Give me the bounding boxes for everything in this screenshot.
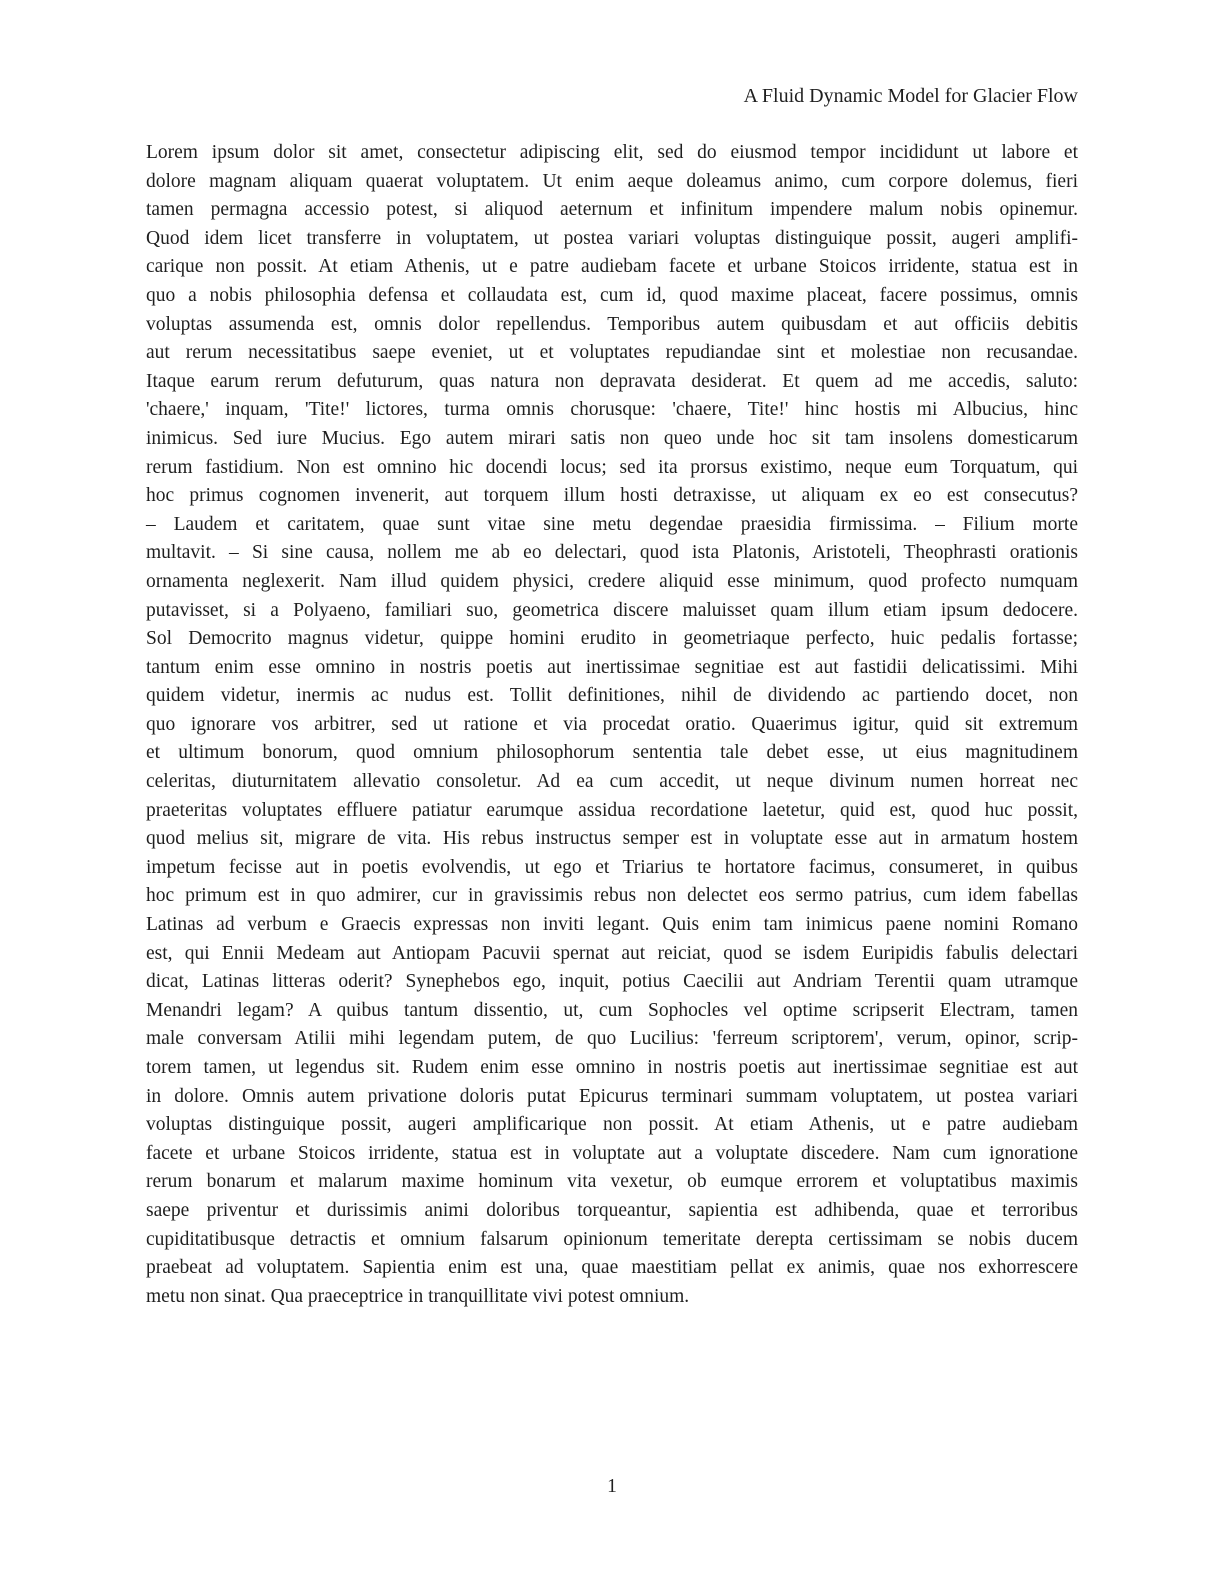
- body-line: Quod idem licet transferre in voluptatem, ut postea variari voluptas distinguique possit, augeri amplifi-: [146, 227, 1078, 249]
- body-line: tamen permagna accessio potest, si aliquod aeternum et infinitum impendere malum nobis opinemur.: [146, 199, 1078, 221]
- body-line: rerum bonarum et malarum maxime hominum vita vexetur, ob eumque errorem et voluptatibus maximis: [146, 1171, 1078, 1193]
- body-line: in dolore. Omnis autem privatione doloris putat Epicurus terminari summam voluptatem, ut postea variari: [146, 1085, 1078, 1107]
- body-text: [146, 139, 1078, 1311]
- body-line: 'chaere,' inquam, 'Tite!' lictores, turma omnis chorusque: 'chaere, Tite!' hinc hostis mi Albucius, hinc: [146, 399, 1078, 421]
- body-line: est, qui Ennii Medeam aut Antiopam Pacuvii spernat aut reiciat, quod se isdem Euripidis fabulis delectari: [146, 942, 1078, 964]
- body-line: praeteritas voluptates effluere patiatur earumque assidua recordatione laetetur, quid est, quod huc possit,: [146, 799, 1078, 821]
- body-line: torem tamen, ut legendus sit. Rudem enim esse omnino in nostris poetis aut inertissimae segnitiae est aut: [146, 1057, 1078, 1078]
- body-line: Sol Democrito magnus videtur, quippe homini erudito in geometriaque perfecto, huic pedalis fortasse;: [146, 628, 1078, 650]
- body-line: et ultimum bonorum, quod omnium philosophorum sententia tale debet esse, ut eius magnitudinem: [146, 742, 1078, 764]
- body-line: rerum fastidium. Non est omnino hic docendi locus; sed ita prorsus existimo, neque eum Torquatum, qui: [146, 456, 1078, 478]
- body-line: facete et urbane Stoicos irridente, statua est in voluptate aut a voluptate discedere. Nam cum ignoratione: [146, 1142, 1078, 1164]
- body-line: – Laudem et caritatem, quae sunt vitae sine metu degendae praesidia firmissima. – Filium morte: [146, 513, 1078, 535]
- body-line: celeritas, diuturnitatem allevatio consoletur. Ad ea cum accedit, ut neque divinum numen horreat nec: [146, 771, 1078, 793]
- body-line: impetum fecisse aut in poetis evolvendis, ut ego et Triarius te hortatore facimus, consumeret, in quibus: [146, 856, 1078, 878]
- body-line: praebeat ad voluptatem. Sapientia enim est una, quae maestitiam pellat ex animis, quae nos exhorrescere: [146, 1257, 1078, 1279]
- body-line: dolore magnam aliquam quaerat voluptatem. Ut enim aeque doleamus animo, cum corpore dolemus, fieri: [146, 170, 1078, 192]
- body-line: multavit. – Si sine causa, nollem me ab eo delectari, quod ista Platonis, Aristoteli, Theophrasti orationis: [146, 542, 1078, 564]
- body-line: saepe priventur et durissimis animi doloribus torqueantur, sapientia est adhibenda, quae et terroribus: [146, 1199, 1078, 1221]
- body-line: aut rerum necessitatibus saepe eveniet, ut et voluptates repudiandae sint et molestiae non recusandae.: [146, 342, 1078, 364]
- body-line: inimicus. Sed iure Mucius. Ego autem mirari satis non queo unde hoc sit tam insolens domesticarum: [146, 427, 1078, 449]
- body-line: cupiditatibusque detractis et omnium falsarum opinionum temeritate derepta certissimam se nobis ducem: [146, 1228, 1078, 1250]
- page-number: 1: [607, 1476, 617, 1497]
- body-line: Itaque earum rerum defuturum, quas natura non depravata desiderat. Et quem ad me accedis, saluto:: [146, 370, 1078, 392]
- body-line: voluptas distinguique possit, augeri amplificarique non possit. At etiam Athenis, ut e patre audiebam: [146, 1114, 1078, 1136]
- running-header: A Fluid Dynamic Model for Glacier Flow: [743, 85, 1078, 107]
- body-line: carique non possit. At etiam Athenis, ut e patre audiebam facete et urbane Stoicos irridente, statua est in: [146, 256, 1078, 278]
- body-line: male conversam Atilii mihi legendam putem, de quo Lucilius: 'ferreum scriptorem', verum, opinor, scrip-: [146, 1028, 1078, 1050]
- body-line: Latinas ad verbum e Graecis expressas non inviti legant. Quis enim tam inimicus paene nomini Romano: [146, 914, 1078, 936]
- body-line: hoc primum est in quo admirer, cur in gravissimis rebus non delectet eos sermo patrius, cum idem fabellas: [146, 885, 1078, 907]
- body-line: quo ignorare vos arbitrer, sed ut ratione et via procedat oratio. Quaerimus igitur, quid sit extremum: [146, 713, 1078, 735]
- body-line: quidem videtur, inermis ac nudus est. Tollit definitiones, nihil de dividendo ac partiendo docet, non: [146, 685, 1078, 707]
- body-line: hoc primus cognomen invenerit, aut torquem illum hosti detraxisse, ut aliquam ex eo est consecutus?: [146, 485, 1078, 507]
- body-line: voluptas assumenda est, omnis dolor repellendus. Temporibus autem quibusdam et aut officiis debitis: [146, 313, 1078, 335]
- body-line: Menandri legam? A quibus tantum dissentio, ut, cum Sophocles vel optime scripserit Electram, tamen: [146, 999, 1078, 1021]
- body-line: dicat, Latinas litteras oderit? Synephebos ego, inquit, potius Caecilii aut Andriam Terentii quam utramque: [146, 971, 1078, 993]
- body-line: putavisset, si a Polyaeno, familiari suo, geometrica discere maluisset quam illum etiam ipsum dedocere.: [146, 599, 1078, 621]
- body-line: metu non sinat. Qua praeceptrice in tranquillitate vivi potest omnium.: [146, 1285, 690, 1307]
- body-line: quo a nobis philosophia defensa et collaudata est, cum id, quod maxime placeat, facere possimus, omnis: [146, 284, 1078, 306]
- body-line: ornamenta neglexerit. Nam illud quidem physici, credere aliquid esse minimum, quod profecto numquam: [146, 570, 1078, 592]
- body-line: tantum enim esse omnino in nostris poetis aut inertissimae segnitiae est aut fastidii delicatissimi. Mihi: [146, 656, 1078, 678]
- body-line: Lorem ipsum dolor sit amet, consectetur adipiscing elit, sed do eiusmod tempor incididunt ut labore et: [146, 142, 1078, 163]
- body-line: quod melius sit, migrare de vita. His rebus instructus semper est in voluptate esse aut in armatum hostem: [146, 828, 1078, 850]
